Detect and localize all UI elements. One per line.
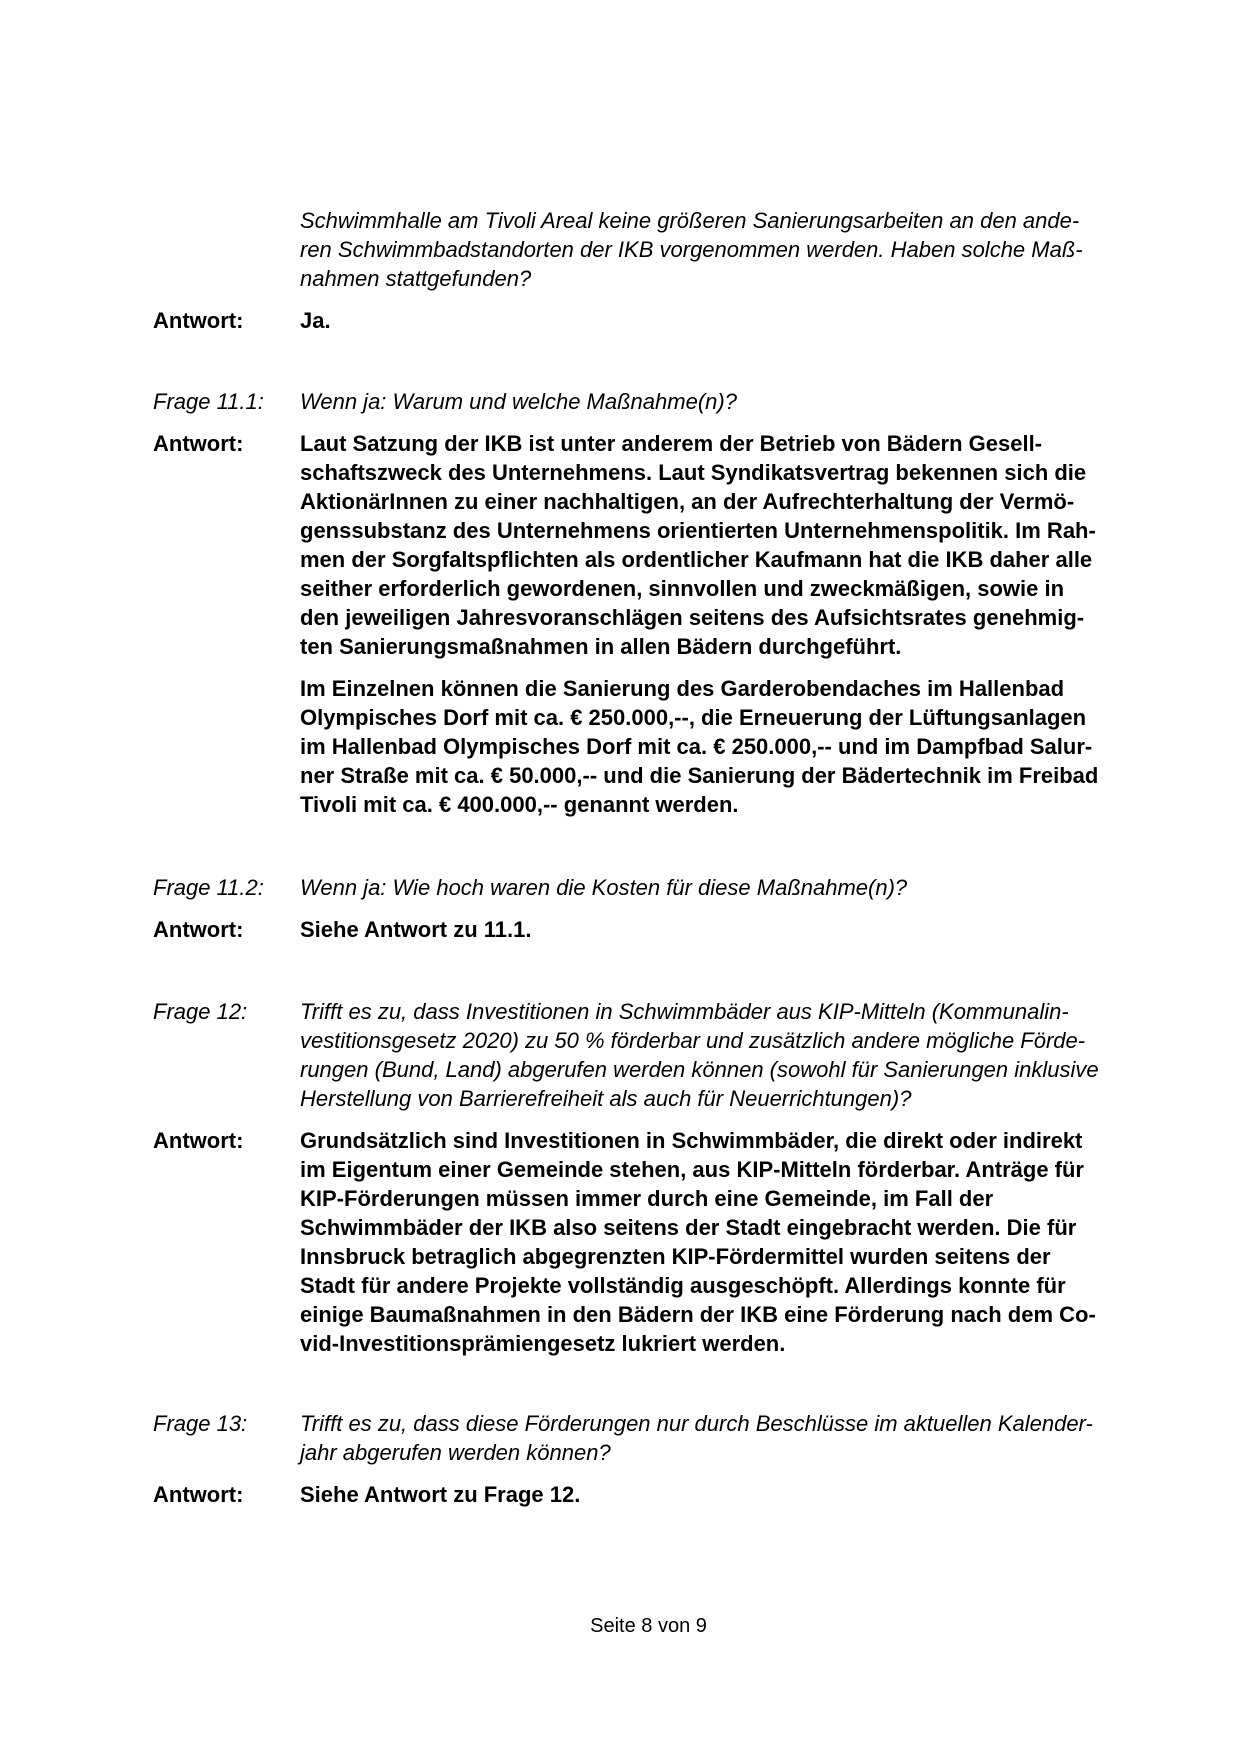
question-label: Frage 11.2:: [153, 875, 264, 900]
answer-line: AktionärInnen zu einer nachhaltigen, an der Aufrechterhaltung der Vermö-: [300, 489, 1075, 514]
answer-text: [300, 306, 1133, 335]
answer-line: Innsbruck betraglich abgegrenzten KIP-Fördermittel wurden seitens der: [300, 1244, 1051, 1269]
question-row: [153, 1409, 1133, 1467]
answer-line: Olympisches Dorf mit ca. € 250.000,--, die Erneuerung der Lüftungsanlagen: [300, 705, 1087, 730]
question-label: Frage 12:: [153, 999, 248, 1024]
question-row: [153, 873, 1133, 902]
question-label: Frage 11.1:: [153, 389, 264, 414]
answer-line: Schwimmbäder der IKB also seitens der Stadt eingebracht werden. Die für: [300, 1215, 1077, 1240]
answer-label: Antwort:: [153, 431, 244, 456]
question-row: [153, 206, 1133, 293]
qa-block-13: [153, 1409, 1133, 1509]
answer-text: [300, 1126, 1133, 1358]
question-line: Herstellung von Barrierefreiheit als auch für Neuerrichtungen)?: [300, 1086, 912, 1111]
answer-label: Antwort:: [153, 1482, 244, 1507]
answer-row: [153, 429, 1133, 819]
qa-block-11-2: [153, 873, 1133, 944]
answer-label: Antwort:: [153, 308, 244, 333]
question-line: vestitionsgesetz 2020) zu 50 % förderbar und zusätzlich andere mögliche Förde-: [300, 1028, 1086, 1053]
question-line: jahr abgerufen werden können?: [300, 1440, 611, 1465]
answer-line: KIP-Förderungen müssen immer durch eine Gemeinde, im Fall der: [300, 1186, 994, 1211]
answer-text: [300, 429, 1133, 819]
answer-label: Antwort:: [153, 917, 244, 942]
answer-line: den jeweiligen Jahresvoranschlägen seitens des Aufsichtsrates genehmig-: [300, 605, 1085, 630]
question-line: Wenn ja: Wie hoch waren die Kosten für diese Maßnahme(n)?: [300, 875, 908, 900]
answer-line: Grundsätzlich sind Investitionen in Schwimmbäder, die direkt oder indirekt: [300, 1128, 1083, 1153]
answer-line: Laut Satzung der IKB ist unter anderem der Betrieb von Bädern Gesell-: [300, 431, 1043, 456]
answer-paragraph: [300, 1126, 1133, 1358]
answer-line: Tivoli mit ca. € 400.000,-- genannt werden.: [300, 792, 739, 817]
question-line: rungen (Bund, Land) abgerufen werden können (sowohl für Sanierungen inklusive: [300, 1057, 1099, 1082]
answer-line: seither erforderlich gewordenen, sinnvollen und zweckmäßigen, sowie in: [300, 576, 1065, 601]
answer-paragraph: [300, 915, 1133, 944]
question-text: [300, 873, 1133, 902]
answer-label: Antwort:: [153, 1128, 244, 1153]
page-number-footer: Seite 8 von 9: [590, 1615, 707, 1637]
question-line: ren Schwimmbadstandorten der IKB vorgenommen werden. Haben solche Maß-: [300, 237, 1083, 262]
answer-paragraph: [300, 674, 1133, 819]
answer-row: [153, 915, 1133, 944]
question-line: Wenn ja: Warum und welche Maßnahme(n)?: [300, 389, 737, 414]
answer-line: Ja.: [300, 308, 331, 333]
answer-text: [300, 1480, 1133, 1509]
answer-row: [153, 306, 1133, 335]
answer-line: men der Sorgfaltspflichten als ordentlicher Kaufmann hat die IKB daher alle: [300, 547, 1093, 572]
question-line: Trifft es zu, dass Investitionen in Schwimmbäder aus KIP-Mitteln (Kommunalin-: [300, 999, 1069, 1024]
qa-block-11-1: [153, 387, 1133, 819]
question-text: [300, 997, 1133, 1113]
answer-line: schaftszweck des Unternehmens. Laut Syndikatsvertrag bekennen sich die: [300, 460, 1087, 485]
question-row: [153, 997, 1133, 1113]
question-text: [300, 206, 1133, 293]
answer-line: im Hallenbad Olympisches Dorf mit ca. € 250.000,-- und im Dampfbad Salur-: [300, 734, 1093, 759]
answer-line: einige Baumaßnahmen in den Bädern der IKB eine Förderung nach dem Co-: [300, 1302, 1096, 1327]
answer-line: Siehe Antwort zu Frage 12.: [300, 1482, 581, 1507]
answer-line: im Eigentum einer Gemeinde stehen, aus KIP-Mitteln förderbar. Anträge für: [300, 1157, 1084, 1182]
answer-paragraph: [300, 429, 1133, 661]
answer-paragraph: [300, 306, 1133, 335]
answer-line: Siehe Antwort zu 11.1.: [300, 917, 532, 942]
question-line: Schwimmhalle am Tivoli Areal keine größeren Sanierungsarbeiten an den ande-: [300, 208, 1080, 233]
answer-text: [300, 915, 1133, 944]
question-text: [300, 387, 1133, 416]
question-label: Frage 13:: [153, 1411, 248, 1436]
question-row: [153, 387, 1133, 416]
answer-line: ten Sanierungsmaßnahmen in allen Bädern durchgeführt.: [300, 634, 902, 659]
answer-row: [153, 1126, 1133, 1358]
answer-line: ner Straße mit ca. € 50.000,-- und die Sanierung der Bädertechnik im Freibad: [300, 763, 1099, 788]
qa-block-12: [153, 997, 1133, 1358]
answer-line: Im Einzelnen können die Sanierung des Garderobendaches im Hallenbad: [300, 676, 1065, 701]
answer-line: genssubstanz des Unternehmens orientierten Unternehmenspolitik. Im Rah-: [300, 518, 1096, 543]
question-line: nahmen stattgefunden?: [300, 266, 532, 291]
answer-paragraph: [300, 1480, 1133, 1509]
qa-block-continuation: [153, 206, 1133, 335]
question-text: [300, 1409, 1133, 1467]
answer-line: vid-Investitionsprämiengesetz lukriert werden.: [300, 1331, 786, 1356]
answer-row: [153, 1480, 1133, 1509]
answer-line: Stadt für andere Projekte vollständig ausgeschöpft. Allerdings konnte für: [300, 1273, 1066, 1298]
question-line: Trifft es zu, dass diese Förderungen nur durch Beschlüsse im aktuellen Kalender-: [300, 1411, 1093, 1436]
